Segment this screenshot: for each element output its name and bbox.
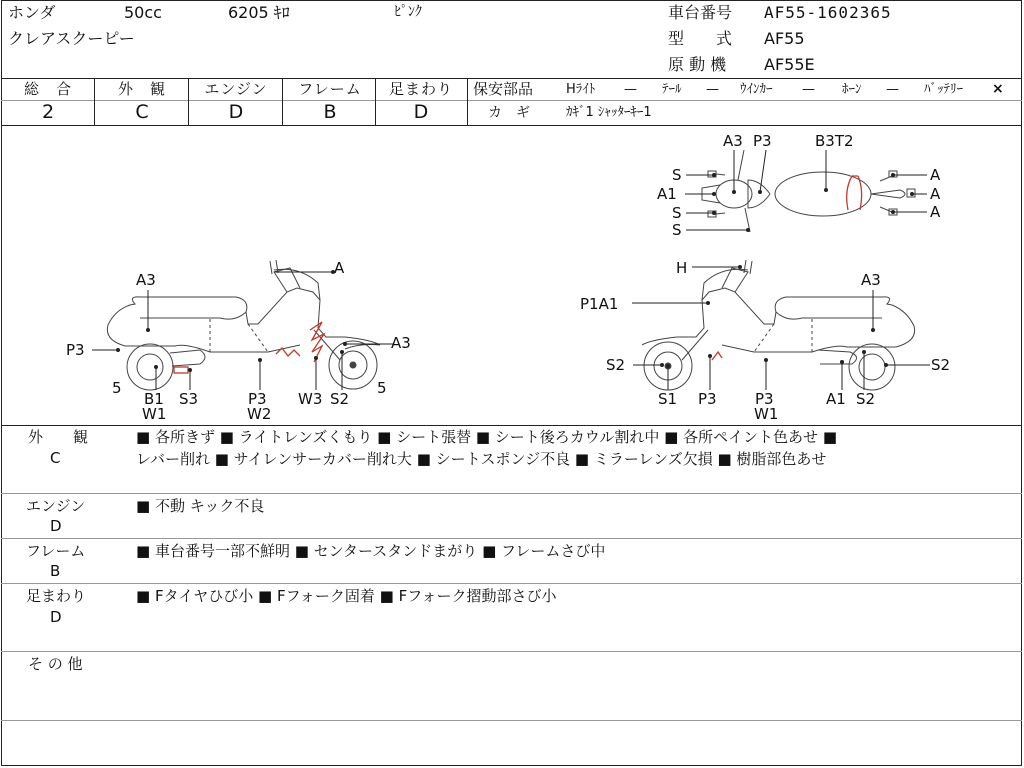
label-right-p1a1: P1A1 [580,295,619,313]
safety-horn-mark: — [886,82,899,97]
note-exterior-line-1: ■ 各所きず ■ ライトレンズくもり ■ シート張替 ■ シート後ろカウル割れ中 ■ 各所ペイント色あせ ■ [136,428,837,446]
note-engine-grade: D [50,517,62,535]
damage-right-step [712,352,722,360]
safety-label: 保安部品 [473,80,534,98]
grade-exterior-label: 外 観 [117,80,166,98]
label-right-s1: S1 [658,390,678,408]
label-right-a1: A1 [826,390,846,408]
note-frame-grade: B [50,562,61,580]
model-name: クレアスクーピー [8,29,135,48]
safety-winker: ｳｲﾝｶｰ [740,82,773,97]
grade-total-label: 総 合 [23,80,72,98]
safety-horn: ﾎｰﾝ [842,82,862,97]
damage-muffler [174,367,188,373]
note-frame-line-1: ■ 車台番号一部不鮮明 ■ センタースタンドまがり ■ フレームさび中 [136,542,606,560]
note-engine-category: エンジン [26,497,86,515]
grade-suspension-label: 足まわり [388,80,453,98]
note-suspension-line-1: ■ Fタイヤひび小 ■ Fフォーク固着 ■ Fフォーク摺動部さび小 [136,587,557,605]
type-label: 型 式 [668,29,733,48]
safety-battery: ﾊﾞｯﾃﾘｰ [924,82,963,97]
engine-value: AF55E [764,55,815,74]
label-top-a-1: A [930,166,941,184]
grade-total-value: 2 [41,101,55,123]
label-top-p3: P3 [753,132,772,150]
note-suspension-category: 足まわり [26,587,87,605]
label-right-p3-step: P3 [755,390,774,408]
divider [1,425,1022,426]
safety-tail-mark: — [706,82,719,97]
leader-lines [92,150,930,390]
mileage: 6205 ｷﾛ [228,3,290,22]
label-top-a-2: A [930,185,941,203]
note-exterior-category: 外 観 [28,428,89,446]
label-right-s2-muffler: S2 [931,356,951,374]
safety-headlight-mark: — [624,82,637,97]
label-left-s2: S2 [330,390,350,408]
label-left-p3: P3 [66,341,85,359]
label-left-w2: W2 [247,405,272,423]
type-value: AF55 [764,29,805,48]
frame-no: AF55-1602365 [764,3,892,22]
grade-frame-value: B [323,101,337,123]
note-suspension-grade: D [50,608,62,626]
label-left-a-handle: A [334,259,345,277]
divider [1,493,1022,494]
label-left-a3-front: A3 [391,334,411,352]
note-exterior-line-2: レバー削れ ■ サイレンサーカバー削れ大 ■ シートスポンジ不良 ■ ミラーレンズ欠損 ■ 樹脂部色あせ [136,450,827,468]
divider [1,78,1022,79]
key-value: ｶｷﾞ1 ｼｬｯﾀｰｷｰ1 [566,105,652,120]
safety-battery-mark: × [992,81,1004,97]
divider [467,100,1022,101]
label-top-s1: S [672,166,682,184]
frame-no-label: 車台番号 [668,3,733,22]
grade-engine-value: D [228,101,244,123]
note-other-category: そ の 他 [28,655,83,673]
label-left-w1: W1 [142,405,167,423]
label-right-p3-fork: P3 [698,390,717,408]
divider [467,78,468,125]
divider [1,538,1022,539]
label-right-h: H [676,259,688,277]
label-left-w3: W3 [298,390,323,408]
safety-winker-mark: — [802,82,815,97]
note-exterior-grade: C [50,449,61,467]
note-engine-line-1: ■ 不動 キック不良 [136,497,265,515]
label-top-s2: S [672,204,682,222]
label-top-b3t2: B3T2 [815,132,854,150]
label-top-a1: A1 [657,185,677,203]
label-left-5-front: 5 [377,379,387,397]
key-label: カ ギ [488,105,530,121]
label-left-b1: B1 [144,390,164,408]
label-right-s2-rear: S2 [856,390,876,408]
label-top-s3: S [672,221,682,239]
engine-label: 原 動 機 [668,55,727,74]
damage-seat [847,176,862,210]
label-right-a3: A3 [861,271,881,289]
label-left-p3-step: P3 [248,390,267,408]
label-top-a-3: A [930,203,941,221]
divider [1,583,1022,584]
safety-headlight: Hﾗｲﾄ [566,82,596,97]
grade-exterior-value: C [135,101,149,123]
grade-engine-label: エンジン [204,80,268,98]
grade-suspension-value: D [413,101,429,123]
divider [1,651,1022,652]
label-right-w1: W1 [754,405,779,423]
divider [1,720,1022,721]
label-left-a3-seat: A3 [136,271,156,289]
color: ﾋﾟﾝｸ [394,4,422,20]
label-left-s3: S3 [179,390,199,408]
note-frame-category: フレーム [26,542,86,560]
label-top-a3: A3 [723,132,743,150]
label-left-5-rear: 5 [112,379,122,397]
maker: ホンダ [8,3,56,22]
damage-front-cover [310,322,324,362]
displacement: 50cc [124,3,162,22]
grade-frame-label: フレーム [298,80,362,98]
safety-tail: ﾃｰﾙ [662,82,682,97]
label-right-s2-front: S2 [606,356,626,374]
